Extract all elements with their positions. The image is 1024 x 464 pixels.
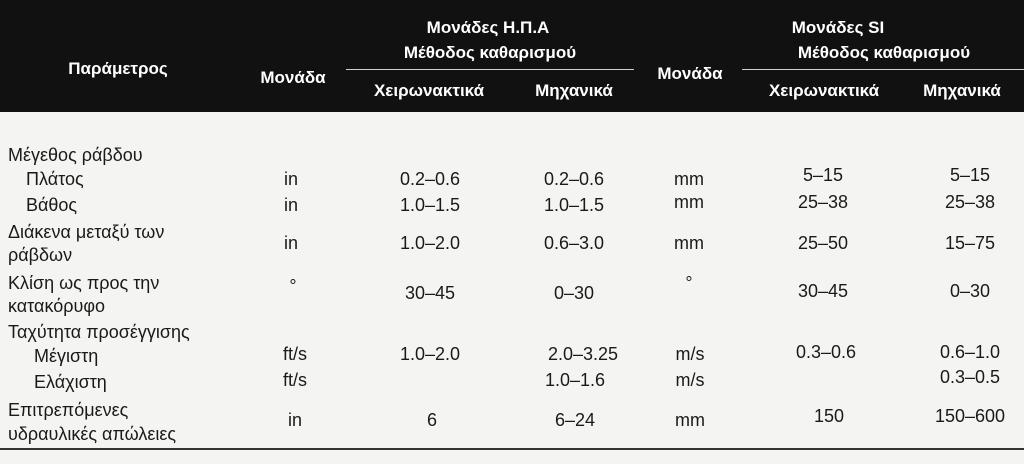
us-mechanical-value: 2.0–3.25 bbox=[547, 344, 619, 364]
unit-us: ft/s bbox=[282, 370, 308, 390]
header-si-mechanical: Μηχανικά bbox=[923, 81, 1001, 100]
unit-us: in bbox=[283, 169, 299, 189]
row-label-line2: κατακόρυφο bbox=[8, 296, 106, 316]
si-manual-value: 5–15 bbox=[802, 165, 844, 185]
us-mechanical-value: 1.0–1.6 bbox=[544, 370, 606, 390]
header-unit-si: Μονάδα bbox=[657, 64, 723, 83]
header-si-method: Μέθοδος καθαρισμού bbox=[797, 43, 971, 62]
si-mechanical-value: 0–30 bbox=[949, 281, 991, 301]
us-manual-value: 1.0–1.5 bbox=[399, 195, 461, 215]
header-us-mechanical: Μηχανικά bbox=[535, 81, 613, 100]
us-manual-value: 30–45 bbox=[404, 283, 456, 303]
table-header bbox=[0, 0, 1024, 112]
row-label: Πλάτος bbox=[26, 169, 84, 189]
row-label-bar-size: Μέγεθος ράβδου bbox=[8, 145, 143, 165]
si-mechanical-value: 0.6–1.0 bbox=[939, 342, 1001, 362]
header-si-divider bbox=[742, 69, 1024, 70]
us-mechanical-value: 6–24 bbox=[554, 410, 596, 430]
us-manual-value: 6 bbox=[426, 410, 438, 430]
header-si-manual: Χειρωνακτικά bbox=[768, 81, 880, 100]
unit-si: m/s bbox=[675, 370, 705, 390]
si-mechanical-value: 0.3–0.5 bbox=[939, 367, 1001, 387]
header-unit-us: Μονάδα bbox=[260, 68, 326, 87]
header-us-manual: Χειρωνακτικά bbox=[373, 81, 485, 100]
unit-si: ° bbox=[685, 273, 693, 293]
si-manual-value: 25–50 bbox=[797, 233, 849, 253]
row-label-line2: υδραυλικές απώλειες bbox=[8, 424, 177, 444]
si-manual-value: 30–45 bbox=[797, 281, 849, 301]
unit-si: mm bbox=[674, 169, 704, 189]
row-label-line1: Επιτρεπόμενες bbox=[8, 400, 129, 420]
si-manual-value: 0.3–0.6 bbox=[795, 342, 857, 362]
si-mechanical-value: 25–38 bbox=[944, 192, 996, 212]
unit-si: mm bbox=[674, 233, 704, 253]
unit-us: in bbox=[283, 195, 299, 215]
row-label-line1: Διάκενα μεταξύ των bbox=[8, 222, 165, 242]
unit-us: ft/s bbox=[282, 344, 308, 364]
us-mechanical-value: 0.6–3.0 bbox=[543, 233, 605, 253]
unit-us: ° bbox=[289, 276, 297, 296]
row-label-line2: ράβδων bbox=[8, 245, 73, 265]
header-us-divider bbox=[346, 69, 634, 70]
unit-si: mm bbox=[675, 410, 705, 430]
unit-us: in bbox=[283, 233, 299, 253]
row-label-line1: Κλίση ως προς την bbox=[8, 273, 160, 293]
unit-si: m/s bbox=[675, 344, 705, 364]
si-mechanical-value: 5–15 bbox=[949, 165, 991, 185]
row-label: Μέγιστη bbox=[34, 346, 99, 366]
header-us-method: Μέθοδος καθαρισμού bbox=[403, 43, 577, 62]
us-mechanical-value: 0.2–0.6 bbox=[543, 169, 605, 189]
si-manual-value: 150 bbox=[813, 406, 845, 426]
unit-si: mm bbox=[674, 192, 704, 212]
row-label: Ελάχιστη bbox=[34, 372, 107, 392]
us-mechanical-value: 0–30 bbox=[553, 283, 595, 303]
si-mechanical-value: 150–600 bbox=[934, 406, 1006, 426]
row-label: Βάθος bbox=[26, 195, 78, 215]
header-parameter: Παράμετρος bbox=[68, 59, 168, 78]
us-mechanical-value: 1.0–1.5 bbox=[543, 195, 605, 215]
header-si-units: Μονάδες SI bbox=[791, 18, 885, 37]
unit-us: in bbox=[287, 410, 303, 430]
us-manual-value: 1.0–2.0 bbox=[399, 233, 461, 253]
us-manual-value: 1.0–2.0 bbox=[399, 344, 461, 364]
table-bottom-rule bbox=[0, 448, 1024, 450]
si-manual-value: 25–38 bbox=[797, 192, 849, 212]
header-us-units: Μονάδες Η.Π.Α bbox=[426, 18, 550, 37]
si-mechanical-value: 15–75 bbox=[944, 233, 996, 253]
row-label-approach-velocity: Ταχύτητα προσέγγισης bbox=[8, 322, 190, 342]
us-manual-value: 0.2–0.6 bbox=[399, 169, 461, 189]
